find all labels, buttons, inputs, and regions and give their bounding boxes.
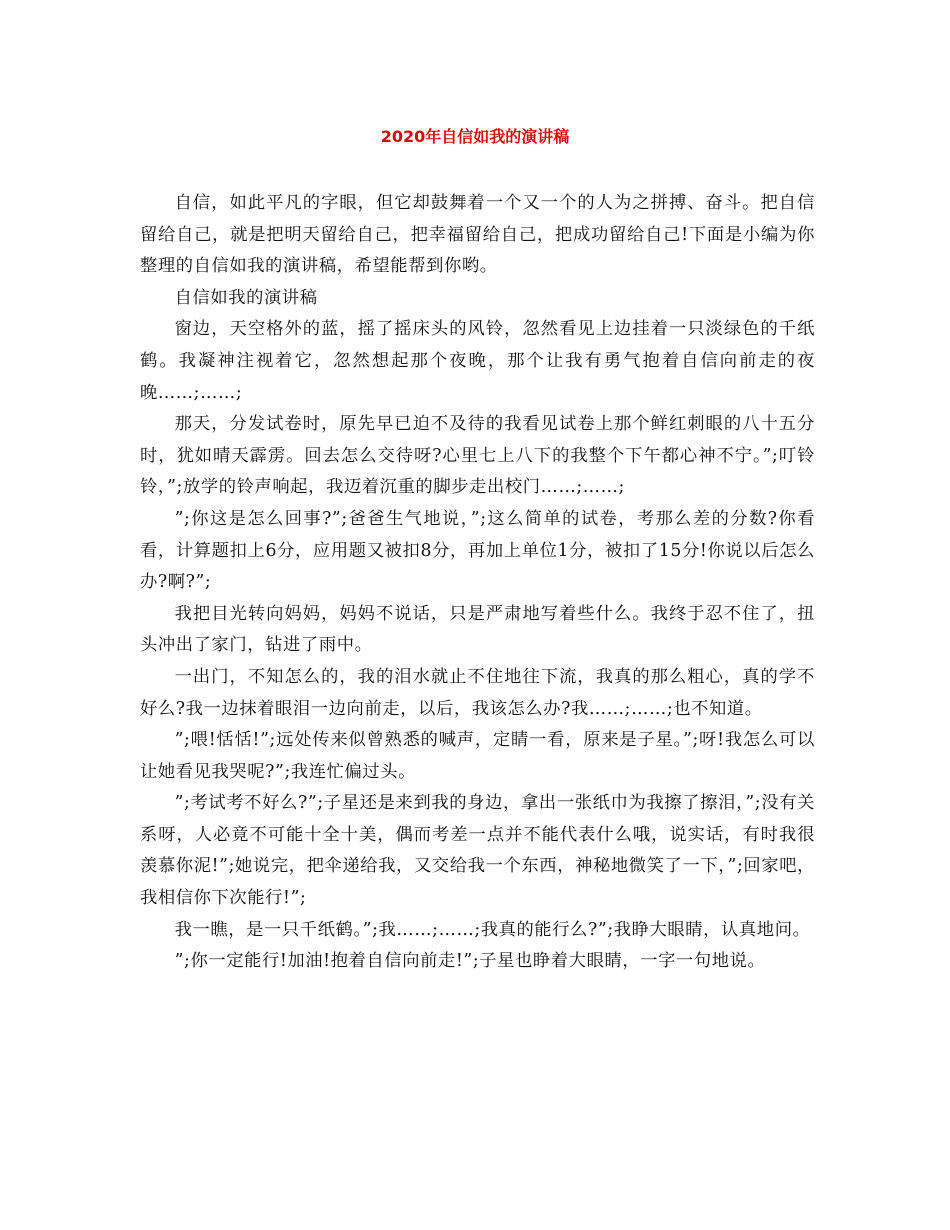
paragraph: 我把目光转向妈妈，妈妈不说话，只是严肃地写着些什么。我终于忍不住了，扭头冲出了家门，钻进了雨中。 [140, 603, 815, 656]
paragraph: 我一瞧，是一只千纸鹤。”;我……;……;我真的能行么?”;我睁大眼睛，认真地问。 [174, 919, 811, 940]
paragraph: 自信，如此平凡的字眼，但它却鼓舞着一个又一个的人为之拼搏、奋斗。把自信留给自己，就是把明天留给自己，把幸福留给自己，把成功留给自己!下面是小编为你整理的自信如我的演讲稿，希望能帮到你哟。 [140, 193, 815, 277]
paragraph: 一出门，不知怎么的，我的泪水就止不住地往下流，我真的那么粗心，真的学不好么?我一边抹着眼泪一边向前走，以后，我该怎么办?我……;……;也不知道。 [140, 666, 815, 719]
paragraph: ”;你一定能行!加油!抱着自信向前走!”;子星也睁着大眼睛，一字一句地说。 [174, 951, 766, 972]
paragraph: ”;喂!恬恬!”;远处传来似曾熟悉的喊声，定睛一看，原来是子星。”;呀!我怎么可以让她看见我哭呢?”;我连忙偏过头。 [140, 730, 815, 782]
paragraph: ”;你这是怎么回事?”;爸爸生气地说，”;这么简单的试卷，考那么差的分数?你看看，计算题扣上6分，应用题又被扣8分，再加上单位1分，被扣了15分!你说以后怎么办?啊?”; [140, 508, 815, 593]
paragraph: ”;考试考不好么?”;子星还是来到我的身边，拿出一张纸巾为我擦了擦泪，”;没有关系呀，人必竟不可能十全十美，偶而考差一点并不能代表什么哦，说实话，有时我很羡慕你泥!”;她说完，把伞递给我，又交给我一个东西，神秘地微笑了一下，”;回家吧，我相信你下次能行!”; [140, 793, 815, 909]
section-heading: 自信如我的演讲稿 [174, 287, 318, 308]
document-body [140, 188, 815, 978]
document-title: 2020年自信如我的演讲稿 [380, 127, 570, 146]
paragraph: 那天，分发试卷时，原先早已迫不及待的我看见试卷上那个鲜红刺眼的八十五分时，犹如晴天霹雳。回去怎么交待呀?心里七上八下的我整个下午都心神不宁。”;叮铃铃，”;放学的铃声响起，我迈着沉重的脚步走出校门……;……; [140, 414, 815, 498]
paragraph: 窗边，天空格外的蓝，摇了摇床头的风铃，忽然看见上边挂着一只淡绿色的千纸鹤。我凝神注视着它，忽然想起那个夜晚，那个让我有勇气抱着自信向前走的夜晚……;……; [140, 319, 815, 403]
